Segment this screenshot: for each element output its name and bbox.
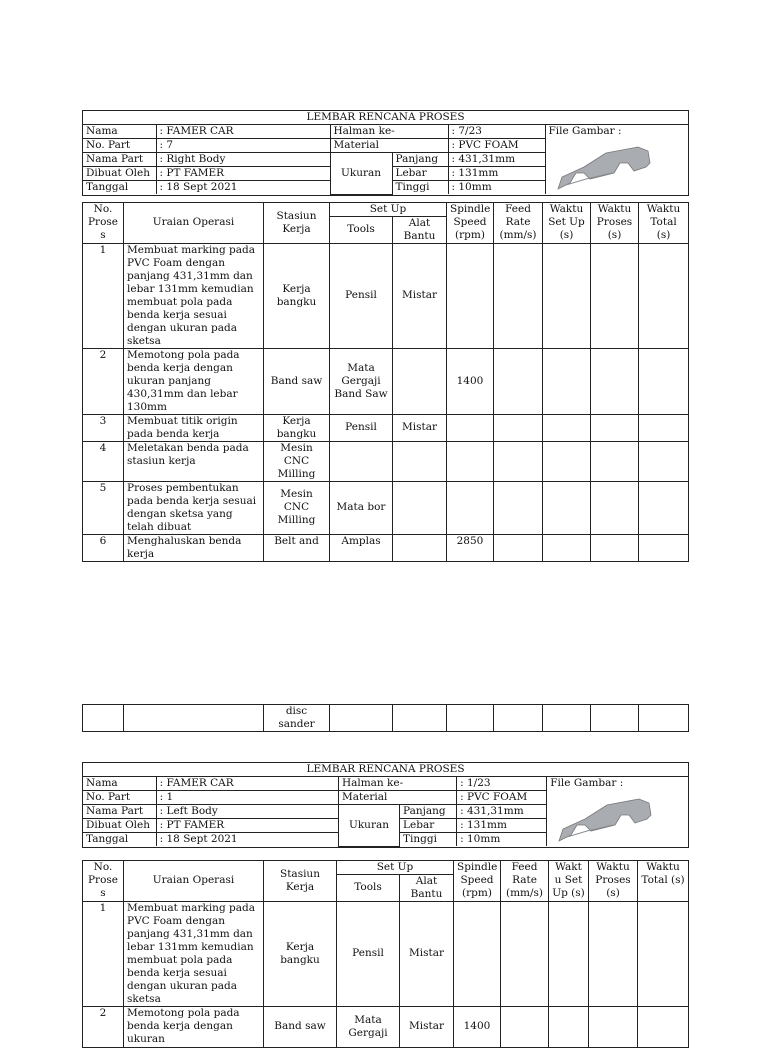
row-alat: Mistar bbox=[393, 243, 447, 348]
lebar-label: Lebar bbox=[392, 167, 448, 181]
row-alat: Mistar bbox=[400, 1006, 454, 1047]
row-feed bbox=[494, 705, 543, 732]
lebar-value: : 131mm bbox=[448, 167, 545, 181]
row-spindle bbox=[447, 414, 494, 441]
row-waktu-setup bbox=[543, 481, 591, 534]
row-tools: Pensil bbox=[330, 414, 393, 441]
header-no-proses: No. Prose s bbox=[83, 860, 124, 901]
row-stasiun: Band saw bbox=[264, 348, 330, 414]
gap-row bbox=[83, 847, 689, 860]
header-setup: Set Up bbox=[337, 860, 454, 874]
row-uraian: Membuat marking pada PVC Foam dengan panjang 431,31mm dan lebar 131mm kemudian membuat pola pada benda kerja sesuai dengan ukuran pada sketsa bbox=[124, 243, 264, 348]
row-alat bbox=[393, 348, 447, 414]
row-waktu-setup bbox=[549, 1006, 589, 1047]
lebar-value: : 131mm bbox=[457, 819, 547, 833]
material-label: Material bbox=[330, 139, 448, 153]
row-waktu-proses bbox=[591, 243, 639, 348]
panjang-label: Panjang bbox=[392, 153, 448, 167]
row-waktu-total bbox=[639, 243, 689, 348]
car-body-drawing bbox=[554, 141, 654, 193]
table-row bbox=[83, 534, 689, 561]
header-waktu-setup: Waktu Set Up (s) bbox=[543, 202, 591, 243]
row-feed bbox=[494, 243, 543, 348]
material-value: : PVC FOAM bbox=[448, 139, 545, 153]
panjang-label: Panjang bbox=[400, 805, 457, 819]
tanggal-label: Tanggal bbox=[83, 833, 156, 847]
tinggi-label: Tinggi bbox=[392, 181, 448, 195]
nopart-label: No. Part bbox=[83, 139, 156, 153]
row-waktu-proses bbox=[591, 441, 639, 481]
material-value: : PVC FOAM bbox=[457, 791, 547, 805]
dibuat-label: Dibuat Oleh bbox=[83, 819, 156, 833]
row-stasiun: Band saw bbox=[264, 1006, 337, 1047]
row-waktu-total bbox=[638, 1006, 689, 1047]
halman-label: Halman ke- bbox=[330, 125, 448, 139]
row-uraian: Proses pembentukan pada benda kerja sesuai dengan sketsa yang telah dibuat bbox=[124, 481, 264, 534]
row-tools: Amplas bbox=[330, 534, 393, 561]
row-waktu-proses bbox=[591, 414, 639, 441]
file-gambar-cell bbox=[547, 777, 688, 846]
tanggal-label: Tanggal bbox=[83, 181, 156, 195]
header-uraian: Uraian Operasi bbox=[124, 860, 264, 901]
row-waktu-proses bbox=[589, 901, 638, 1006]
row-waktu-total bbox=[639, 441, 689, 481]
namapart-label: Nama Part bbox=[83, 153, 156, 167]
row-feed bbox=[494, 348, 543, 414]
row-waktu-setup bbox=[543, 705, 591, 732]
namapart-value: : Right Body bbox=[156, 153, 330, 167]
header-stasiun: Stasiun Kerja bbox=[264, 860, 337, 901]
header-spindle: Spindle Speed (rpm) bbox=[454, 860, 501, 901]
row-feed bbox=[494, 441, 543, 481]
row-waktu-proses bbox=[591, 481, 639, 534]
row-stasiun: disc sander bbox=[264, 705, 330, 732]
row-waktu-proses bbox=[591, 348, 639, 414]
table-row bbox=[83, 441, 689, 481]
row-waktu-setup bbox=[549, 901, 589, 1006]
row-spindle: 1400 bbox=[454, 1006, 501, 1047]
sheet-title: LEMBAR RENCANA PROSES bbox=[83, 111, 689, 125]
table-row bbox=[83, 414, 689, 441]
row-uraian: Membuat marking pada PVC Foam dengan panjang 431,31mm dan lebar 131mm kemudian membuat pola pada benda kerja sesuai dengan ukuran pada sketsa bbox=[124, 901, 264, 1006]
file-gambar-label: File Gambar : bbox=[548, 125, 622, 137]
table-row bbox=[83, 348, 689, 414]
row-waktu-total bbox=[639, 414, 689, 441]
table-row bbox=[83, 481, 689, 534]
row-waktu-total bbox=[639, 348, 689, 414]
row-uraian: Meletakan benda pada stasiun kerja bbox=[124, 441, 264, 481]
row-waktu-setup bbox=[543, 243, 591, 348]
row-spindle bbox=[447, 243, 494, 348]
row-waktu-setup bbox=[543, 348, 591, 414]
row-uraian: Menghaluskan benda kerja bbox=[124, 534, 264, 561]
panjang-value: : 431,31mm bbox=[448, 153, 545, 167]
row-waktu-setup bbox=[543, 414, 591, 441]
dibuat-value: : PT FAMER bbox=[156, 819, 338, 833]
tanggal-value: : 18 Sept 2021 bbox=[156, 833, 338, 847]
dibuat-label: Dibuat Oleh bbox=[83, 167, 156, 181]
row-feed bbox=[501, 901, 549, 1006]
row-feed bbox=[494, 414, 543, 441]
tinggi-label: Tinggi bbox=[400, 833, 457, 847]
row-uraian: Memotong pola pada benda kerja dengan ukuran panjang 430,31mm dan lebar 130mm bbox=[124, 348, 264, 414]
row-no: 1 bbox=[83, 901, 124, 1006]
table-row bbox=[83, 705, 689, 732]
header-feed: Feed Rate (mm/s) bbox=[501, 860, 549, 901]
row-feed bbox=[494, 534, 543, 561]
row-waktu-total bbox=[639, 481, 689, 534]
row-uraian: Membuat titik origin pada benda kerja bbox=[124, 414, 264, 441]
table-row bbox=[83, 901, 689, 1006]
tinggi-value: : 10mm bbox=[448, 181, 545, 195]
row-uraian: Memotong pola pada benda kerja dengan ukuran bbox=[124, 1006, 264, 1047]
row-alat: Mistar bbox=[400, 901, 454, 1006]
row-alat bbox=[393, 441, 447, 481]
row-stasiun: Kerja bangku bbox=[264, 901, 337, 1006]
table-row bbox=[83, 243, 689, 348]
halman-label: Halman ke- bbox=[338, 777, 456, 791]
header-waktu-total: Waktu Total (s) bbox=[638, 860, 689, 901]
row-no bbox=[83, 705, 124, 732]
row-tools bbox=[330, 705, 393, 732]
header-uraian: Uraian Operasi bbox=[124, 202, 264, 243]
process-plan-continuation bbox=[82, 704, 689, 732]
row-waktu-total bbox=[639, 534, 689, 561]
halman-value: : 1/23 bbox=[457, 777, 547, 791]
table-row bbox=[83, 1006, 689, 1047]
sheet-title: LEMBAR RENCANA PROSES bbox=[83, 763, 689, 777]
row-spindle bbox=[447, 441, 494, 481]
row-waktu-proses bbox=[589, 1006, 638, 1047]
row-spindle: 2850 bbox=[447, 534, 494, 561]
nama-label: Nama bbox=[83, 125, 156, 139]
row-waktu-total bbox=[639, 705, 689, 732]
row-tools: Mata Gergaji Band Saw bbox=[330, 348, 393, 414]
header-alat-bantu: Alat Bantu bbox=[393, 216, 447, 243]
header-feed: Feed Rate (mm/s) bbox=[494, 202, 543, 243]
nopart-value: : 7 bbox=[156, 139, 330, 153]
row-waktu-setup bbox=[543, 441, 591, 481]
row-alat bbox=[393, 481, 447, 534]
header-waktu-total: Waktu Total (s) bbox=[639, 202, 689, 243]
panjang-value: : 431,31mm bbox=[457, 805, 547, 819]
header-no-proses: No. Prose s bbox=[83, 202, 124, 243]
nama-label: Nama bbox=[83, 777, 156, 791]
ukuran-label: Ukuran bbox=[330, 153, 392, 195]
row-alat bbox=[393, 534, 447, 561]
row-tools: Pensil bbox=[337, 901, 400, 1006]
header-tools: Tools bbox=[330, 216, 393, 243]
file-gambar-cell bbox=[545, 125, 688, 194]
row-alat bbox=[393, 705, 447, 732]
tinggi-value: : 10mm bbox=[457, 833, 547, 847]
namapart-value: : Left Body bbox=[156, 805, 338, 819]
row-no: 6 bbox=[83, 534, 124, 561]
namapart-label: Nama Part bbox=[83, 805, 156, 819]
car-body-drawing bbox=[555, 793, 655, 845]
row-no: 4 bbox=[83, 441, 124, 481]
nama-value: : FAMER CAR bbox=[156, 777, 338, 791]
header-waktu-proses: Waktu Proses (s) bbox=[589, 860, 638, 901]
header-stasiun: Stasiun Kerja bbox=[264, 202, 330, 243]
dibuat-value: : PT FAMER bbox=[156, 167, 330, 181]
material-label: Material bbox=[338, 791, 456, 805]
nopart-label: No. Part bbox=[83, 791, 156, 805]
row-waktu-total bbox=[638, 901, 689, 1006]
row-spindle: 1400 bbox=[447, 348, 494, 414]
row-tools: Mata bor bbox=[330, 481, 393, 534]
gap-row bbox=[83, 195, 689, 202]
row-no: 5 bbox=[83, 481, 124, 534]
row-spindle bbox=[447, 481, 494, 534]
file-gambar-label: File Gambar : bbox=[550, 777, 624, 789]
row-feed bbox=[494, 481, 543, 534]
row-no: 3 bbox=[83, 414, 124, 441]
row-stasiun: Belt and bbox=[264, 534, 330, 561]
row-spindle bbox=[454, 901, 501, 1006]
nopart-value: : 1 bbox=[156, 791, 338, 805]
header-tools: Tools bbox=[337, 874, 400, 901]
row-stasiun: Mesin CNC Milling bbox=[264, 441, 330, 481]
process-plan-sheet-1 bbox=[82, 110, 689, 562]
row-stasiun: Kerja bangku bbox=[264, 414, 330, 441]
row-tools: Mata Gergaji bbox=[337, 1006, 400, 1047]
row-stasiun: Kerja bangku bbox=[264, 243, 330, 348]
halman-value: : 7/23 bbox=[448, 125, 545, 139]
row-no: 2 bbox=[83, 348, 124, 414]
header-spindle: Spindle Speed (rpm) bbox=[447, 202, 494, 243]
tanggal-value: : 18 Sept 2021 bbox=[156, 181, 330, 195]
header-alat-bantu: Alat Bantu bbox=[400, 874, 454, 901]
row-spindle bbox=[447, 705, 494, 732]
row-uraian bbox=[124, 705, 264, 732]
process-plan-sheet-2 bbox=[82, 762, 689, 1048]
row-no: 1 bbox=[83, 243, 124, 348]
ukuran-label: Ukuran bbox=[338, 805, 399, 847]
row-alat: Mistar bbox=[393, 414, 447, 441]
row-waktu-proses bbox=[591, 705, 639, 732]
row-waktu-setup bbox=[543, 534, 591, 561]
header-waktu-proses: Waktu Proses (s) bbox=[591, 202, 639, 243]
header-setup: Set Up bbox=[330, 202, 447, 216]
row-no: 2 bbox=[83, 1006, 124, 1047]
row-waktu-proses bbox=[591, 534, 639, 561]
nama-value: : FAMER CAR bbox=[156, 125, 330, 139]
row-tools: Pensil bbox=[330, 243, 393, 348]
lebar-label: Lebar bbox=[400, 819, 457, 833]
row-tools bbox=[330, 441, 393, 481]
row-feed bbox=[501, 1006, 549, 1047]
header-waktu-setup: Wakt u Set Up (s) bbox=[549, 860, 589, 901]
row-stasiun: Mesin CNC Milling bbox=[264, 481, 330, 534]
